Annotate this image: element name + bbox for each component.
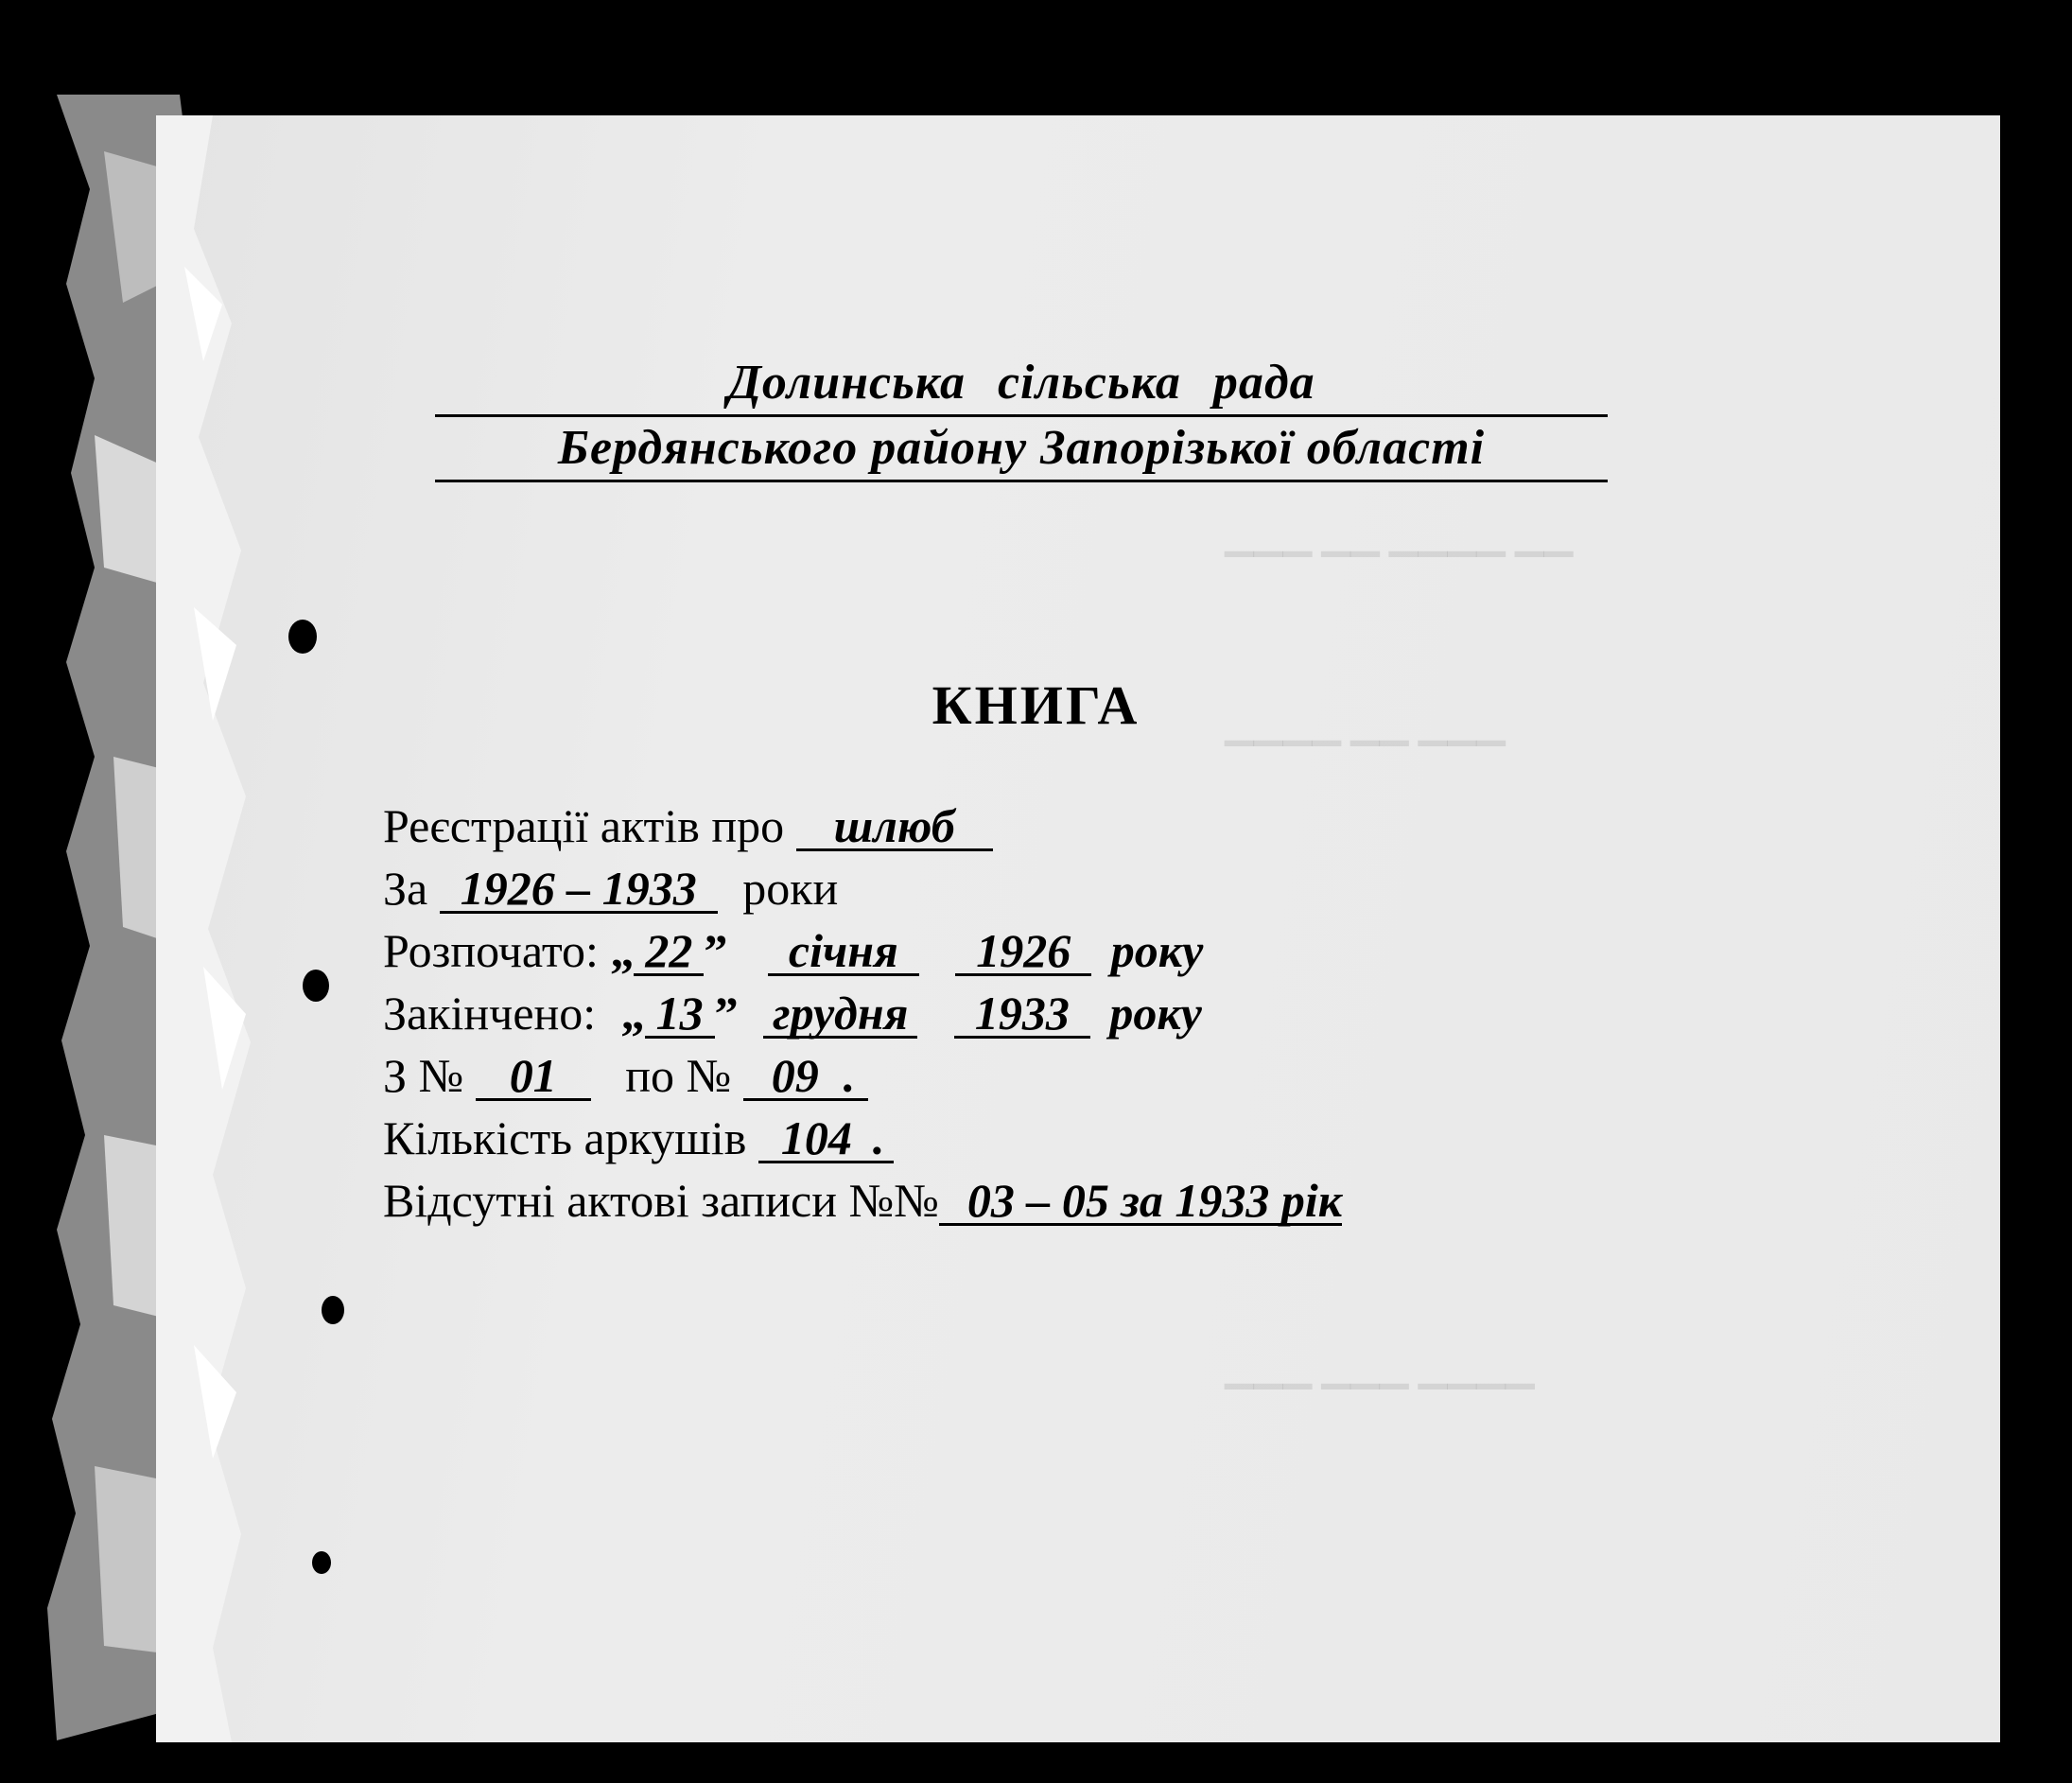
started-day: 22 (634, 928, 704, 976)
years-suffix: роки (742, 862, 839, 915)
from-value: 01 (476, 1053, 591, 1101)
numbers-row (383, 1044, 1342, 1107)
started-month: січня (768, 928, 919, 976)
started-year: 1926 (955, 928, 1091, 976)
issuer-header (435, 352, 1608, 482)
bleed-through-texture: ▁▁▁ ▁▁▁ ▁▁▁▁ (1225, 1346, 1535, 1389)
sheets-row (383, 1107, 1342, 1169)
binding-hole (322, 1296, 344, 1324)
to-number: 09 (771, 1049, 819, 1102)
header-word: рада (1212, 356, 1315, 410)
missing-label: Відсутні актові записи №№ (383, 1174, 939, 1227)
header-word: Долинська (727, 356, 966, 410)
bleed-through-texture: ▁▁▁▁ ▁▁ ▁▁▁ (1225, 703, 1506, 745)
registration-type-row (383, 795, 1342, 857)
sheets-value (758, 1111, 895, 1164)
village-council-line (435, 352, 1608, 417)
to-period: . (843, 1049, 856, 1102)
bleed-through-texture: ▁▁▁ ▁▁ ▁▁▁▁ ▁▁ (1225, 514, 1574, 556)
started-label: Розпочато: (383, 924, 599, 977)
ended-row: Закінчено: „ 13 ” грудня 1933 року (383, 982, 1342, 1044)
missing-value: 03 – 05 за 1933 рік (939, 1178, 1342, 1226)
district-region-line: Бердянського району Запорізької області (435, 417, 1608, 482)
header-word: сільська (997, 356, 1181, 410)
years-row (383, 857, 1342, 919)
to-value (743, 1049, 869, 1102)
binding-hole (303, 970, 329, 1002)
torn-paper-left-edge (156, 115, 288, 1742)
ended-day: 13 (645, 990, 715, 1039)
binding-hole (312, 1551, 331, 1574)
ended-month: грудня (763, 990, 917, 1039)
ended-year: 1933 (954, 990, 1090, 1039)
from-label: З № (383, 1049, 464, 1102)
sheets-number: 104 (780, 1111, 852, 1164)
sheets-period: . (872, 1111, 885, 1164)
years-prefix: За (383, 862, 428, 915)
sheets-label: Кількість аркушів (383, 1111, 747, 1164)
ended-suffix: року (1109, 987, 1202, 1040)
binding-hole (288, 620, 317, 654)
years-value: 1926 – 1933 (440, 865, 718, 914)
registration-label: Реєстрації актів про (383, 799, 785, 852)
register-fields (383, 795, 1342, 1232)
started-row: Розпочато: „ 22 ” січня 1926 року (383, 919, 1342, 982)
registration-value: шлюб (796, 803, 993, 851)
ended-label: Закінчено: (383, 987, 597, 1040)
started-suffix: року (1110, 924, 1204, 977)
missing-records-row (383, 1169, 1342, 1232)
to-label: по № (625, 1049, 732, 1102)
document-title: КНИГА (932, 674, 1140, 736)
